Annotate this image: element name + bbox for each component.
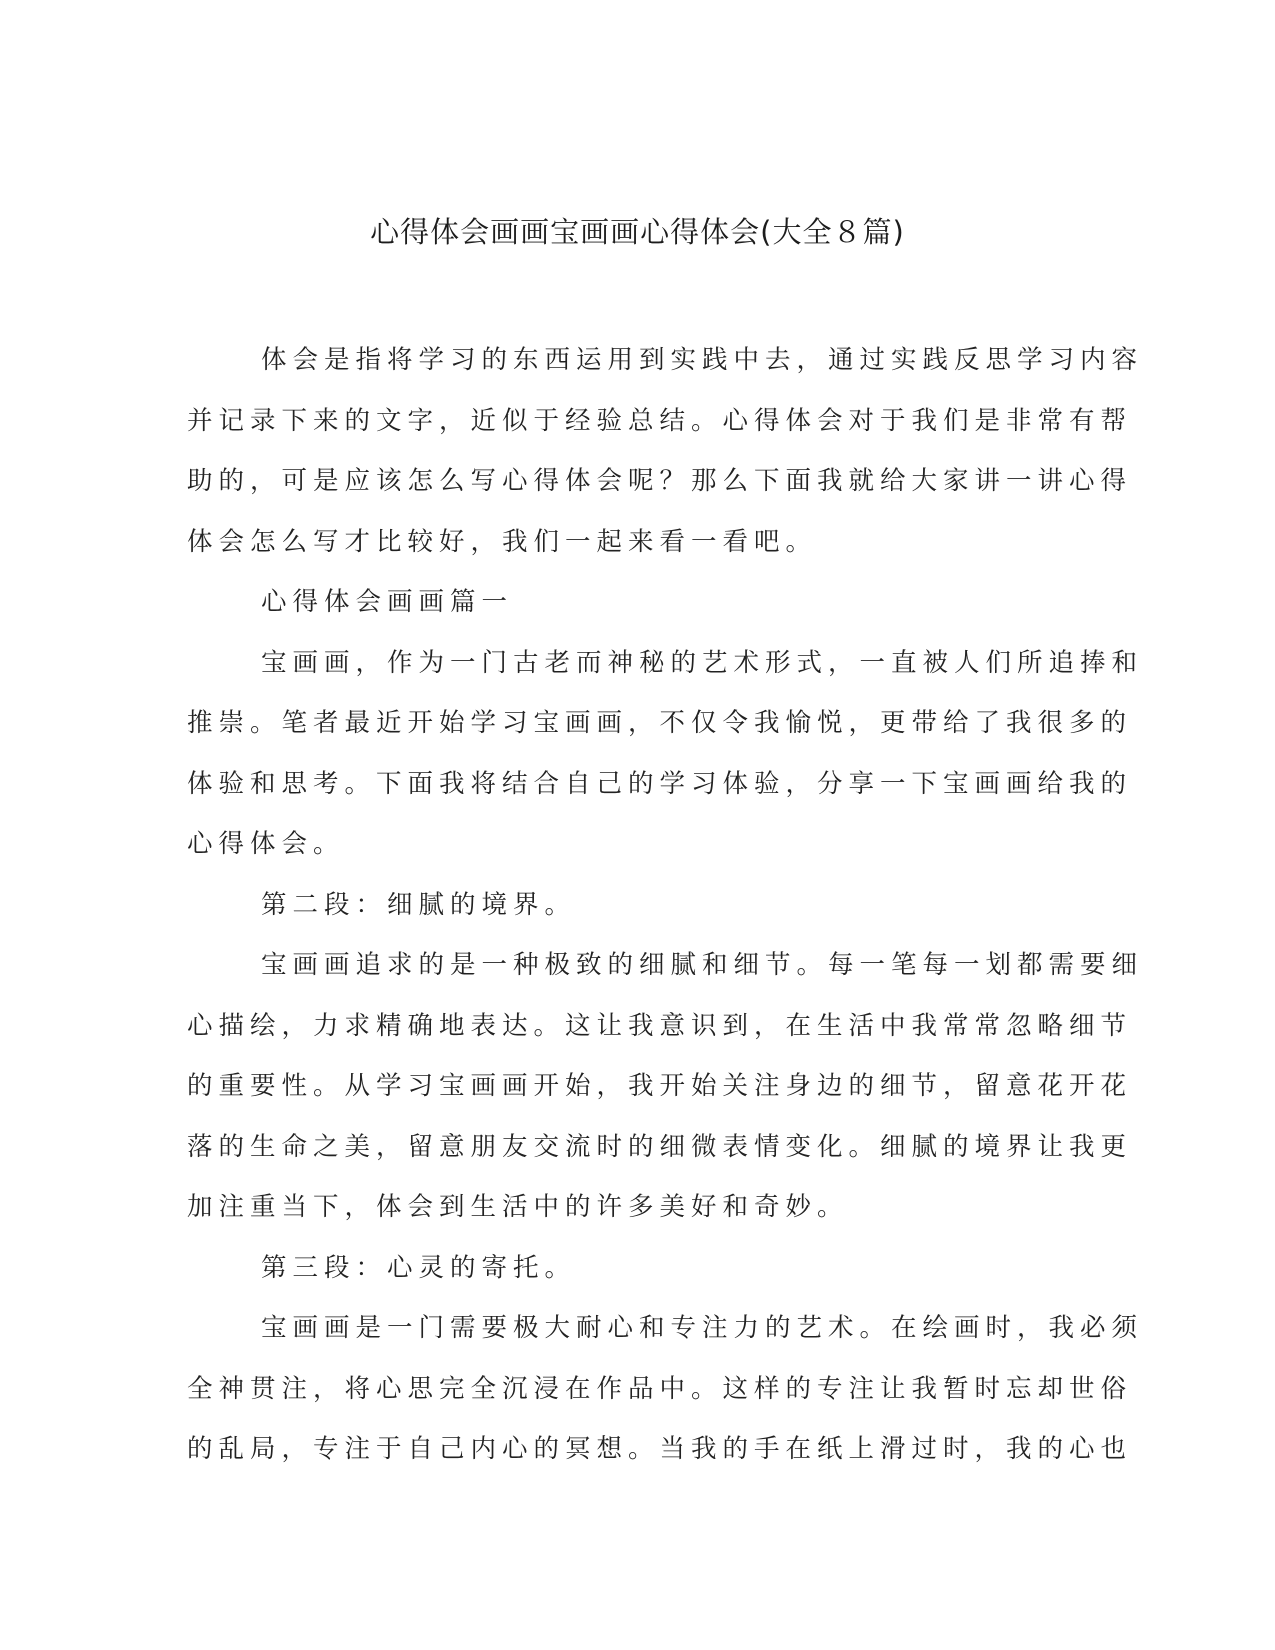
text-line: 助的，可是应该怎么写心得体会呢？那么下面我就给大家讲一讲心得 <box>187 466 1133 496</box>
text-line: 加注重当下，体会到生活中的许多美好和奇妙。 <box>187 1192 849 1222</box>
text-line: 落的生命之美，留意朋友交流时的细微表情变化。细腻的境界让我更 <box>187 1131 1133 1162</box>
document-body <box>187 330 1144 1480</box>
text-line: 全神贯注，将心思完全沉浸在作品中。这样的专注让我暂时忘却世俗 <box>187 1373 1133 1404</box>
paragraph-3 <box>187 1298 1144 1480</box>
text-line: 宝画画是一门需要极大耐心和专注力的艺术。在绘画时，我必须 <box>261 1313 1144 1343</box>
text-line: 体会是指将学习的东西运用到实践中去，通过实践反思学习内容 <box>261 345 1144 375</box>
intro-paragraph <box>187 330 1144 572</box>
text-line: 推崇。笔者最近开始学习宝画画，不仅令我愉悦，更带给了我很多的 <box>187 708 1133 738</box>
text-line: 宝画画追求的是一种极致的细腻和细节。每一笔每一划都需要细 <box>261 950 1144 980</box>
text-line: 心描绘，力求精确地表达。这让我意识到，在生活中我常常忽略细节 <box>187 1010 1133 1041</box>
text-line: 心得体会。 <box>187 829 345 859</box>
text-line: 体会怎么写才比较好，我们一起来看一看吧。 <box>187 526 818 557</box>
section-heading-1: 心得体会画画篇一 <box>261 587 514 617</box>
text-line: 宝画画，作为一门古老而神秘的艺术形式，一直被人们所追捧和 <box>261 647 1144 678</box>
document-title: 心得体会画画宝画画心得体会(大全８篇) <box>370 215 905 249</box>
text-line: 并记录下来的文字，近似于经验总结。心得体会对于我们是非常有帮 <box>187 405 1133 436</box>
paragraph-2 <box>187 935 1144 1238</box>
text-line: 的重要性。从学习宝画画开始，我开始关注身边的细节，留意花开花 <box>187 1071 1133 1101</box>
text-line: 体验和思考。下面我将结合自己的学习体验，分享一下宝画画给我的 <box>187 768 1133 799</box>
section-heading-3: 第三段：心灵的寄托。 <box>261 1252 577 1283</box>
paragraph-1 <box>187 633 1144 875</box>
section-heading-2: 第二段：细腻的境界。 <box>261 889 577 920</box>
text-line: 的乱局，专注于自己内心的冥想。当我的手在纸上滑过时，我的心也 <box>187 1434 1133 1464</box>
